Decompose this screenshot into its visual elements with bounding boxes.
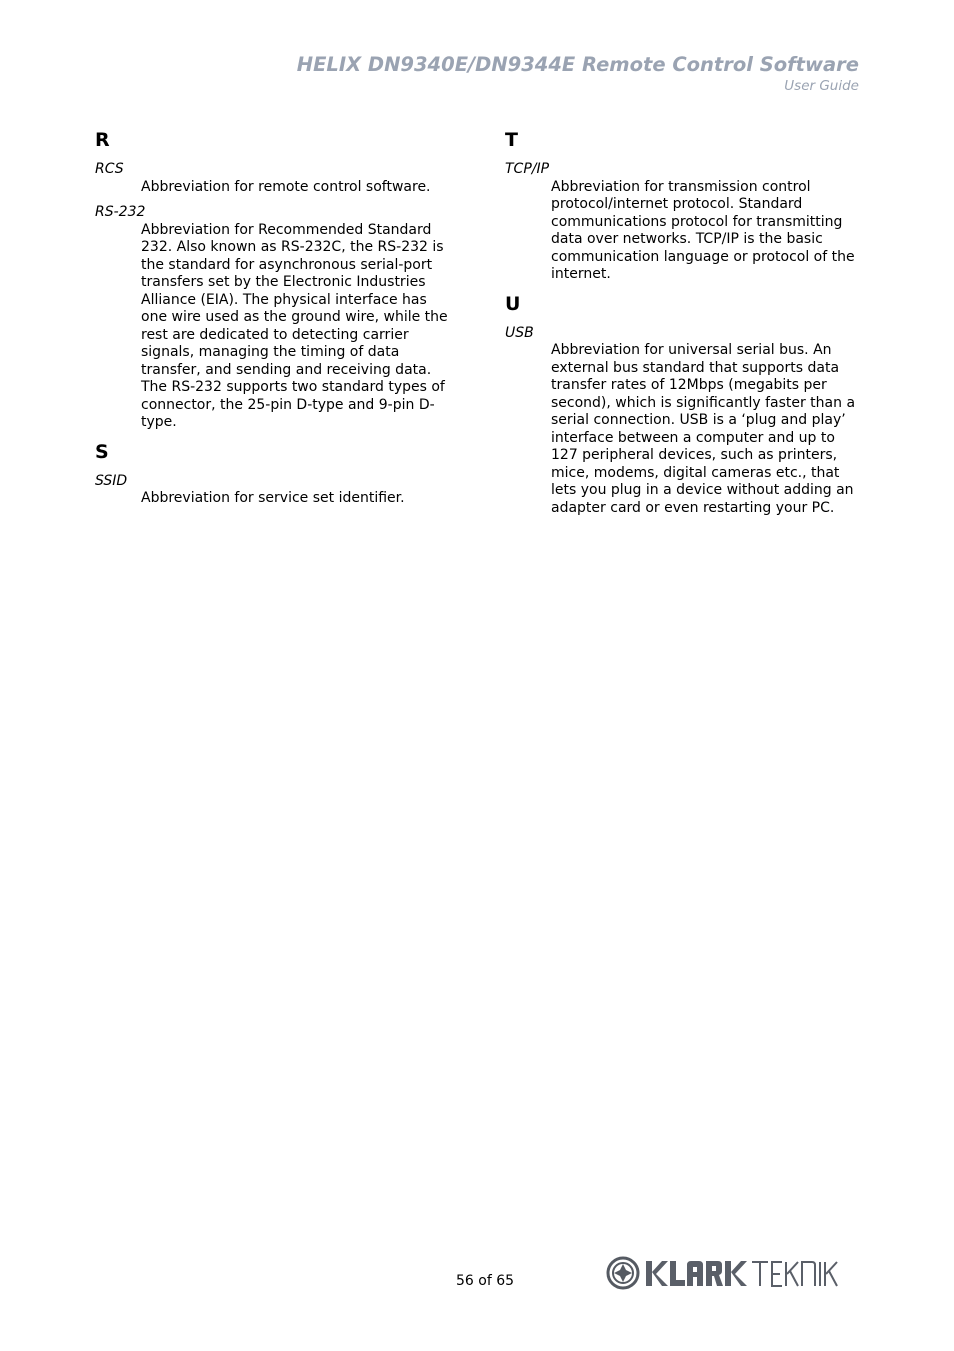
- glossary-section-s: [95, 440, 455, 508]
- glossary-entry: [95, 473, 455, 508]
- klark-teknik-logo: [606, 1256, 862, 1292]
- glossary-term: SSID: [95, 472, 128, 489]
- glossary-term: TCP/IP: [505, 161, 550, 177]
- glossary-definition: Abbreviation for Recommended Standard 232. Also known as RS-232C, the RS-232 is the standard for asynchronous serial-port transfers set by the Electronic Industries Alliance (EIA). The physical interface has one wire used as the ground wire, while the rest are dedicated to detecting carrier signals, managing the timing of data transfer, and sending and receiving data. The RS-232 supports two standard types of connector, the 25-pin D-type and 9-pin D-type.: [141, 221, 448, 430]
- glossary-section-r: [95, 128, 455, 432]
- glossary-definition: Abbreviation for transmission control protocol/internet protocol. Standard communications protocol for transmitting data over networks. TCP/IP is the basic communication language or protocol of the internet.: [551, 178, 855, 282]
- glossary-section-u: [505, 292, 865, 518]
- section-letter: R: [95, 129, 110, 151]
- logo-emblem-icon: [608, 1258, 638, 1288]
- glossary-right-column: [505, 124, 865, 525]
- page-header: [297, 53, 859, 95]
- glossary-term: USB: [505, 324, 534, 341]
- glossary-entry: [95, 161, 455, 196]
- glossary-entry: [505, 325, 865, 518]
- document-subtitle: User Guide: [784, 78, 859, 94]
- glossary-entry: [505, 161, 865, 284]
- page-number: 56 of 65: [455, 1273, 515, 1289]
- section-letter: S: [95, 440, 109, 463]
- glossary-definition: Abbreviation for service set identifier.: [141, 490, 405, 506]
- section-letter: U: [505, 292, 521, 315]
- glossary-term: RCS: [95, 161, 124, 177]
- glossary-entry: [95, 204, 455, 432]
- section-letter: T: [505, 129, 518, 151]
- glossary-definition: Abbreviation for universal serial bus. An external bus standard that supports data transfer rates of 12Mbps (megabits per second), which is significantly faster than a serial connection. USB is a ‘plug and play’ interface between a computer and up to 127 peripheral devices, such as printers, mice, modems, digital cameras etc., that lets you plug in a device without adding an adapter card or even restarting your PC.: [551, 342, 856, 516]
- glossary-section-t: [505, 128, 865, 284]
- glossary-definition: Abbreviation for remote control software.: [141, 178, 431, 195]
- glossary-term: RS-232: [95, 204, 146, 220]
- document-title: HELIX DN9340E/DN9344E Remote Control Software: [296, 53, 859, 76]
- glossary-left-column: [95, 124, 455, 516]
